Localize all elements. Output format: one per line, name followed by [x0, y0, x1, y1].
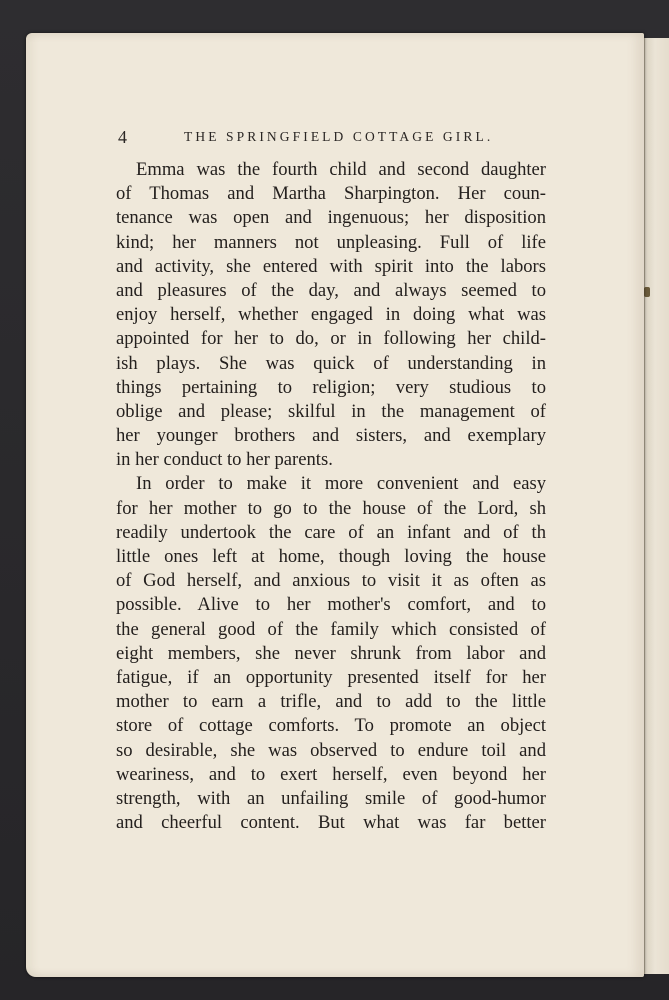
text-line: In order to make it more convenient and easy	[136, 473, 546, 495]
text-line: strength, with an unfailing smile of good-humor	[116, 787, 546, 809]
text-line: appointed for her to do, or in following her child-	[116, 328, 546, 350]
text-line: oblige and please; skilful in the management of	[116, 400, 546, 422]
text-line: of God herself, and anxious to visit it as often as	[116, 570, 546, 592]
text-line: store of cottage comforts. To promote an object	[116, 715, 546, 737]
text-line: and pleasures of the day, and always seemed to	[116, 279, 546, 301]
text-line: of Thomas and Martha Sharpington. Her coun-	[116, 183, 546, 205]
text-line: so desirable, she was observed to endure toil and	[116, 739, 546, 761]
text-line: tenance was open and ingenuous; her disposition	[116, 207, 546, 229]
running-title: THE SPRINGFIELD COTTAGE GIRL.	[184, 129, 494, 144]
text-line: kind; her manners not unpleasing. Full of life	[116, 231, 546, 253]
text-line: in her conduct to her parents.	[116, 449, 333, 471]
text-line: mother to earn a trifle, and to add to the little	[116, 691, 546, 713]
page-number: 4	[118, 127, 127, 147]
text-line: eight members, she never shrunk from labor and	[116, 642, 546, 664]
text-line: for her mother to go to the house of the Lord, sh	[116, 497, 546, 519]
text-line: enjoy herself, whether engaged in doing what was	[116, 304, 546, 326]
text-line: little ones left at home, though loving the house	[116, 546, 546, 567]
text-line: possible. Alive to her mother's comfort, and to	[116, 594, 546, 616]
text-line: Emma was the fourth child and second daughter	[136, 159, 546, 180]
text-line: things pertaining to religion; very studious to	[116, 376, 546, 398]
text-line: and cheerful content. But what was far better	[116, 812, 546, 834]
text-line: the general good of the family which consisted of	[116, 618, 546, 640]
running-head	[118, 126, 598, 148]
body-text	[116, 158, 546, 835]
gutter-mark	[644, 287, 650, 297]
text-line: and activity, she entered with spirit into the labors	[116, 255, 546, 277]
text-line: her younger brothers and sisters, and exemplary	[116, 425, 546, 447]
text-line: readily undertook the care of an infant and of th	[116, 521, 546, 543]
text-line: weariness, and to exert herself, even beyond her	[116, 763, 546, 785]
text-line: fatigue, if an opportunity presented itself for her	[116, 666, 546, 688]
facing-page-edge	[644, 38, 669, 974]
text-line: ish plays. She was quick of understanding in	[116, 352, 546, 374]
